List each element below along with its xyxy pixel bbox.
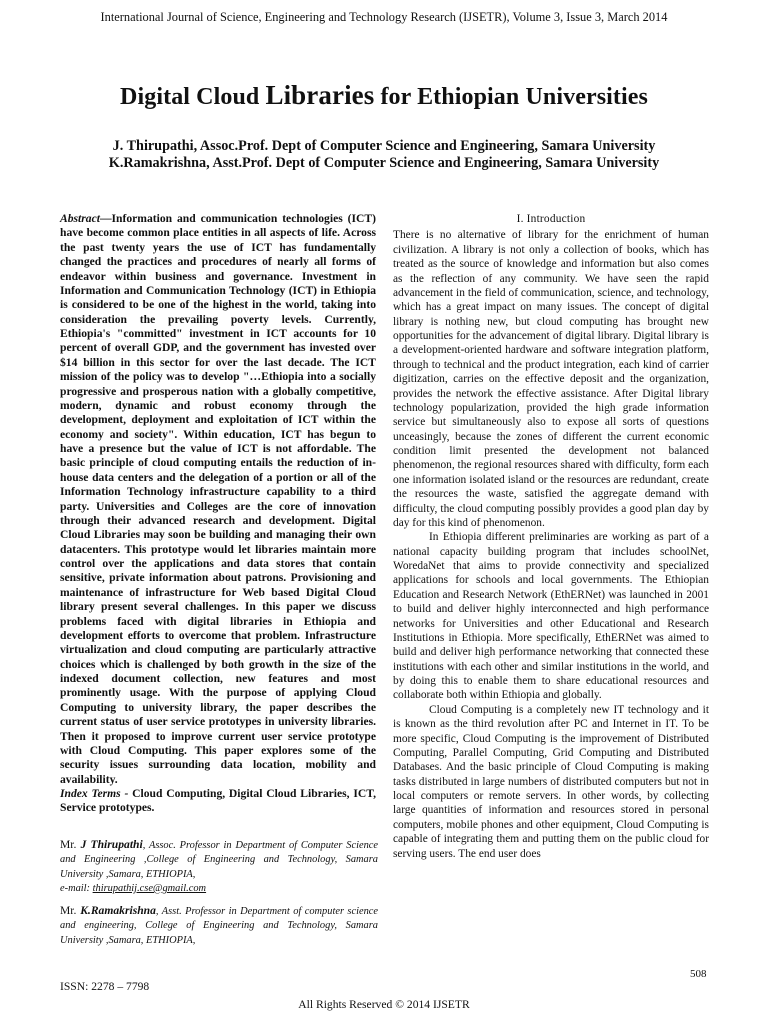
title-part-3: for Ethiopian Universities [374,84,648,110]
author-footnotes [60,838,378,956]
paper-title [0,80,768,111]
index-terms-label: Index Terms - [60,787,133,800]
author-block [0,138,768,172]
intro-paragraph-1: There is no alternative of library for the enrichment of human civilization. A library is not only a collection of books, which has treated as the source of knowledge and information but also comes as the reflection of any community. We have seen the rapid advancement in the field of communication, science, and technology, which has a great impact on many issues. The concept of digital library is nothing new, but cloud computing has brought new opportunities for the advancement of digital library. Digital library is a development-oriented hardware and software integration platform, through to technical and the product integration, each kind of carrier digitization, carries on the effective deposit and the organization, provides the network the effective assistance. After Digital library technology popularization, provided the high grade information service but simultaneously also to expose all sorts of questions unceasingly, because the zones of different the current economic condition limit presented the development not balanced phenomenon, the regional resources shared with difficulty, form each one information isolated island or the resources are redundant, create the resources the waste, satisfied the aggregate demand with difficulty, the cloud computing possibly provides a good plan day by day for this kind of phenomenon. [393,229,709,529]
title-part-1: Digital Cloud [120,84,266,110]
footnote-prefix: Mr. [60,838,81,851]
intro-paragraph-3: Cloud Computing is a completely new IT technology and it is known as the third revolution after PC and Internet in IT. To be more specific, Cloud Computing is the improvement of Distributed Computing, Parallel Computing, Grid Computing and Distributed Databases. And the basic principle of Cloud Computing is making tasks distributed in large numbers of distributed computers but not in local computers or remote servers. In other words, by collecting large quantities of information and resources stored in personal computers, mobile phones and other equipment, Cloud Computing is capable of integrating them and putting them on the public cloud for serving users. The end user does [393,703,709,860]
footnote-email-label: e-mail: [60,882,93,894]
section-heading-introduction: I. Introduction [516,213,586,225]
index-terms [60,787,376,816]
copyright-line: All Rights Reserved © 2014 IJSETR [298,998,470,1011]
index-terms-text: Cloud Computing, Digital Cloud Libraries, ICT, Service prototypes. [60,787,376,815]
footnote-details: , Assoc. Professor in Department of Computer Science and Engineering ,College of Engineering and Technology, Samara University ,Samara, ETHIOPIA, [60,840,379,880]
footnote-author-2 [60,904,378,948]
journal-header: International Journal of Science, Engineering and Technology Research (IJSETR), Volume 3, Issue 3, March 2014 [100,10,668,24]
footnote-name: K.Ramakrishna [80,904,156,918]
footnote-details: , Asst. Professor in Department of computer science and engineering, College of Engineering and Technology, Samara University ,Samara, ETHIOPIA, [60,906,379,946]
author-line-2: K.Ramakrishna, Asst.Prof. Dept of Computer Science and Engineering, Samara University [108,155,660,171]
abstract-label: Abstract [60,212,100,225]
abstract-text: —Information and communication technologies (ICT) have become common place entities in all aspects of life. Across the past twenty years the use of ICT has fundamentally changed the practices and procedures of nearly all forms of endeavor within business and governance. Investment in Information and Communication Technology (ICT) in Ethiopia is considered to be one of the highest in the world, taking into consideration the prevailing poverty levels. Currently, Ethiopia's "committed" investment in ICT accounts for 10 percent of overall GDP, and the government has invested over $14 billion in this sector for over the last decade. The ICT mission of the policy was to develop "…Ethiopia into a socially progressive and prosperous nation with a globally competitive, modern, dynamic and robust economy through the development, deployment and exploitation of ICT within the economy and society". Within education, ICT has begun to have a presence but the value of ICT is not affordable. The basic principle of cloud computing entails the reduction of in-house data centers and the delegation of a portion or all of the Information Technology infrastructure capability to a third party. Universities and Colleges are the core of innovation through their advanced research and development. Digital Cloud Libraries may soon be building and managing their own datacenters. This prototype would let libraries maintain more control over the applications and data stores that contain sensitive, private information about patrons. Provisioning and maintenance of infrastructure for Web based Digital Cloud library present several challenges. In this paper we discuss problems faced with digital libraries in Ethiopia and development efforts to overcome that problem. Infrastructure virtualization and cloud computing are particularly attractive choices which is challenged by both growth in the size of the indexed document collection, new features and most prominently usage. With the purpose of applying Cloud Computing to university library, the paper describes the current status of user service prototypes in university libraries. Then it proposed to improve current user service prototype with Cloud Computing. This paper explores some of the security issues surrounding data location, mobility and availability. [60,212,376,786]
footnote-prefix: Mr. [60,904,81,918]
right-column [393,212,709,861]
author-email-link[interactable]: thirupathij.cse@gmail.com [92,882,207,894]
page-number: 508 [690,968,707,980]
title-part-2: Libraries [265,80,375,110]
left-column [60,212,376,816]
abstract [60,212,376,787]
intro-paragraph-2: In Ethiopia different preliminaries are working as part of a national capacity building program that includes schoolNet, WoredaNet that aims to provide connectivity and specialized applications for schools and local governments. The Ethiopian Education and Research Network (EthERNet) was launched in 2001 to build and deliver highly interconnected and high performance networks for Universities and other Educational and Research Institutions in Ethiopia. More specifically, EthERNet was aimed to build and deliver high performance networking that connected these institutions with each other and similar institutions in the world, and by doing this to enable them to share educational resources and collaborate both within Ethiopia and globally. [393,531,709,702]
footnote-name: J Thirupathi [80,838,143,851]
footnote-author-1 [60,838,378,896]
author-line-1: J. Thirupathi, Assoc.Prof. Dept of Computer Science and Engineering, Samara University [112,138,656,154]
issn: ISSN: 2278 – 7798 [60,980,150,993]
